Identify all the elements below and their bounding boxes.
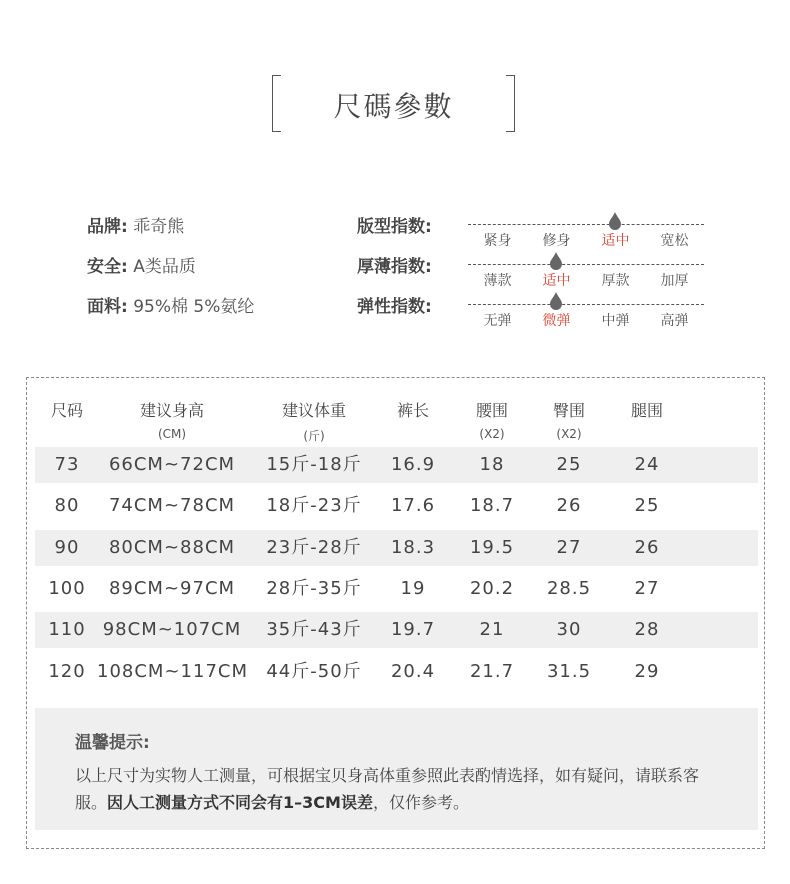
table-cell: 29: [634, 661, 660, 682]
table-cell: 74CM~78CM: [108, 495, 236, 516]
table-cell: 19: [400, 578, 426, 599]
table-cell: 18.7: [469, 495, 515, 516]
table-cell: 120: [48, 661, 86, 682]
scale-option: 厚款: [601, 273, 630, 289]
table-cell: 19.7: [390, 619, 436, 640]
table-cell: 20.2: [469, 578, 515, 599]
scale-option: 高弹: [660, 313, 689, 329]
table-cell: 27: [556, 537, 582, 558]
table-cell: 35斤-43斤: [266, 619, 362, 640]
table-cell: 16.9: [390, 454, 436, 475]
table-cell: 80CM~88CM: [108, 537, 236, 558]
elasticity-index-label: 弹性指数:: [357, 297, 432, 317]
scale-option: 修身: [542, 233, 571, 249]
table-cell: 27: [634, 578, 660, 599]
scale-line: [468, 264, 704, 265]
table-cell: 44斤-50斤: [266, 661, 362, 682]
scale-option: 中弹: [601, 313, 630, 329]
table-cell: 110: [48, 619, 86, 640]
table-cell: 90: [54, 537, 80, 558]
table-cell: 28: [634, 619, 660, 640]
table-row: [35, 612, 758, 648]
tip-body: [75, 762, 725, 816]
table-cell: 23斤-28斤: [266, 537, 362, 558]
table-row: [35, 571, 758, 607]
table-cell: 98CM~107CM: [102, 619, 242, 640]
table-cell: 28斤-35斤: [266, 578, 362, 599]
header-unit: (CM): [157, 427, 187, 441]
scale-option: 加厚: [660, 273, 689, 289]
elasticity-index-scale: [468, 300, 704, 330]
thickness-index-scale: [468, 260, 704, 290]
fit-index-label: 版型指数:: [357, 217, 432, 237]
table-cell: 18: [479, 454, 505, 475]
thickness-index-label: 厚薄指数:: [357, 257, 432, 277]
info-value: 95%棉 5%氨纶: [133, 297, 255, 317]
table-row: [35, 488, 758, 524]
info-safety: [87, 252, 196, 277]
scale-line: [468, 304, 704, 305]
table-cell: 108CM~117CM: [97, 661, 248, 682]
header-label: 尺码: [50, 401, 83, 420]
header-label: 建议体重: [281, 401, 346, 420]
scale-option: 宽松: [660, 233, 689, 249]
table-cell: 18.3: [390, 537, 436, 558]
scale-line: [468, 224, 704, 225]
header-unit: (X2): [479, 427, 505, 441]
table-cell: 17.6: [390, 495, 436, 516]
table-cell: 25: [556, 454, 582, 475]
table-cell: 30: [556, 619, 582, 640]
header-unit: (斤): [303, 429, 325, 443]
drop-marker-icon: [549, 252, 563, 270]
header-label: 腰围: [475, 401, 508, 420]
info-key: 品牌:: [87, 217, 128, 237]
info-key: 面料:: [87, 297, 128, 317]
table-header: [122, 398, 222, 441]
drop-marker-icon: [549, 292, 563, 310]
table-cell: 20.4: [390, 661, 436, 682]
table-cell: 89CM~97CM: [108, 578, 236, 599]
table-header: [17, 398, 117, 421]
table-cell: 15斤-18斤: [266, 454, 362, 475]
scale-option: 薄款: [483, 273, 512, 289]
info-value: 乖奇熊: [133, 217, 185, 237]
table-cell: 24: [634, 454, 660, 475]
info-value: A类品质: [133, 257, 196, 277]
table-cell: 31.5: [546, 661, 592, 682]
tip-text: 以上尺寸为实物人工测量，可根据宝贝身高体重参照此表酌情选择，如有疑问，请联系客服。: [75, 766, 700, 812]
header-label: 裤长: [396, 401, 429, 420]
tip-box: [35, 708, 758, 830]
table-cell: 100: [48, 578, 86, 599]
tip-title: 温馨提示:: [75, 733, 150, 753]
table-cell: 19.5: [469, 537, 515, 558]
table-cell: 25: [634, 495, 660, 516]
table-cell: 18斤-23斤: [266, 495, 362, 516]
header-label: 腿围: [630, 401, 663, 420]
header-label: 建议身高: [139, 401, 204, 420]
scale-option: 适中: [601, 233, 630, 249]
header-label: 臀围: [552, 401, 585, 420]
table-cell: 28.5: [546, 578, 592, 599]
table-cell: 26: [556, 495, 582, 516]
table-row: [35, 447, 758, 483]
tip-bold: 因人工测量方式不同会有1–3CM误差: [107, 793, 373, 812]
scale-option: 适中: [542, 273, 571, 289]
table-header: [597, 398, 697, 421]
info-brand: [87, 212, 184, 237]
page-title: 尺碼參數: [333, 90, 454, 123]
fit-index-scale: [468, 220, 704, 250]
table-row: [35, 530, 758, 566]
table-cell: 66CM~72CM: [108, 454, 236, 475]
table-header: [264, 398, 364, 444]
tip-tail: ，仅作参考。: [372, 793, 469, 812]
drop-marker-icon: [608, 212, 622, 230]
table-row: [35, 654, 758, 690]
title-frame: [272, 75, 515, 130]
table-cell: 26: [634, 537, 660, 558]
scale-option: 无弹: [483, 313, 512, 329]
scale-option: 微弹: [542, 313, 571, 329]
table-cell: 21.7: [469, 661, 515, 682]
header-unit: (X2): [556, 427, 582, 441]
table-cell: 73: [54, 454, 80, 475]
scale-option: 紧身: [483, 233, 512, 249]
table-cell: 21: [479, 619, 505, 640]
info-key: 安全:: [87, 257, 128, 277]
table-cell: 80: [54, 495, 80, 516]
info-fabric: [87, 292, 254, 317]
